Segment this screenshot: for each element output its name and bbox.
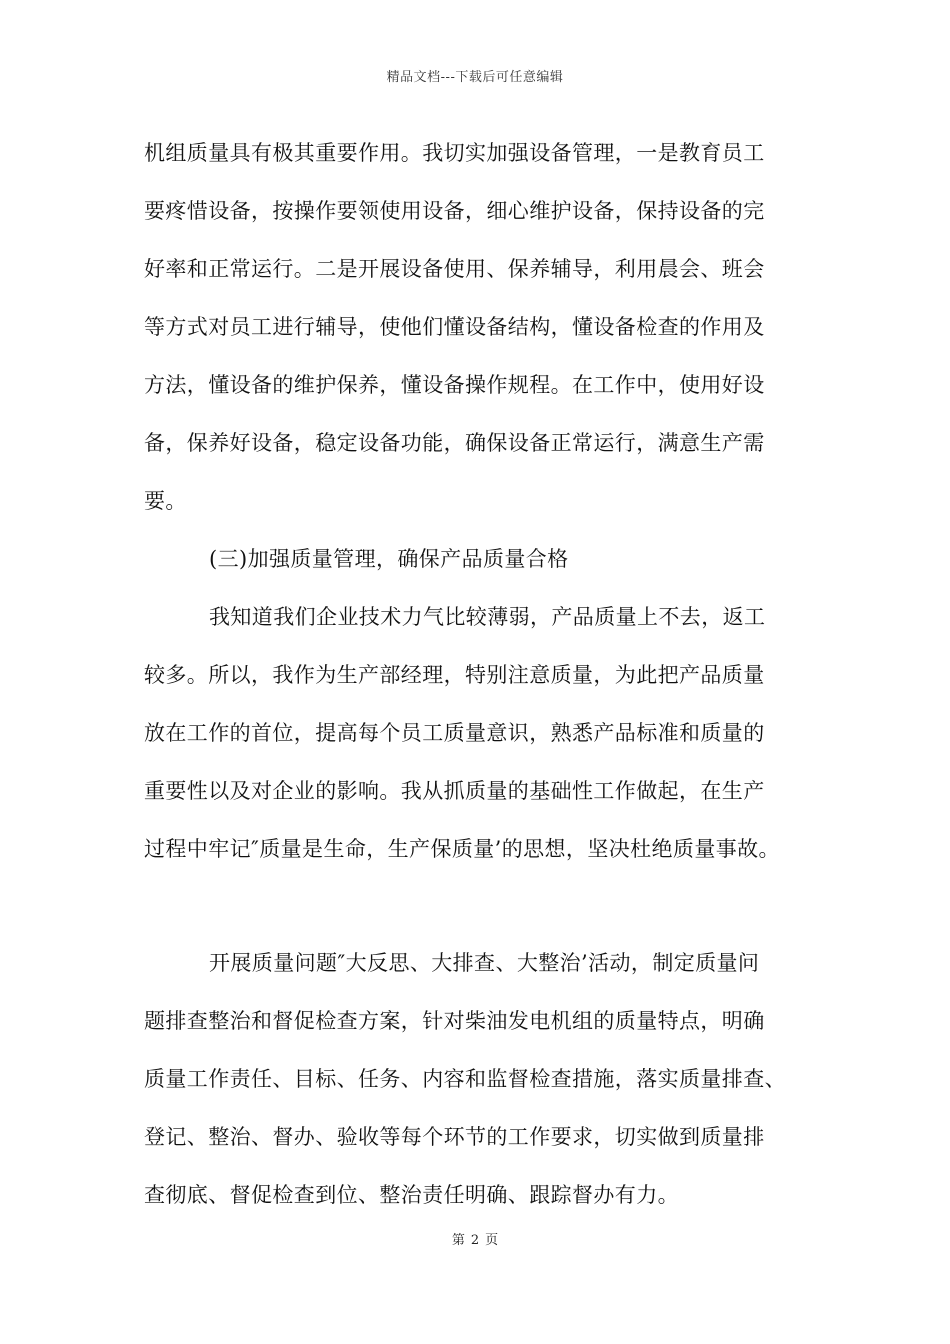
text-line: 我知道我们企业技术力气比较薄弱，产品质量上不去，返工	[209, 605, 766, 629]
text-line: 质量工作责任、目标、任务、内容和监督检查措施，落实质量排查、	[144, 1067, 786, 1091]
text-line: 重要性以及对企业的影响。我从抓质量的基础性工作做起，在生产	[144, 779, 765, 803]
text-line: 题排查整治和督促检查方案，针对柴油发电机组的质量特点，明确	[144, 1009, 765, 1033]
text-line: 过程中牢记″质量是生命，生产保质量’的思想，坚决杜绝质量事故。	[144, 837, 780, 861]
section-heading	[144, 537, 814, 595]
page-label-suffix: 页	[485, 1233, 499, 1248]
page-header: 精品文档---下载后可任意编辑	[386, 70, 564, 85]
text-line: 登记、整治、督办、验收等每个环节的工作要求，切实做到质量排	[144, 1125, 765, 1149]
page-label-prefix: 第	[451, 1233, 465, 1248]
text-line: 放在工作的首位，提高每个员工质量意识，熟悉产品标准和质量的	[144, 721, 765, 745]
paragraph-quality-campaign	[144, 941, 814, 1231]
text-line: 开展质量问题″大反思、大排查、大整治’活动，制定质量问	[209, 951, 760, 975]
page-number: 2	[470, 1233, 480, 1248]
paragraph-equipment-management	[144, 131, 814, 537]
text-line: 要疼惜设备，按操作要领使用设备，细心维护设备，保持设备的完	[144, 199, 765, 223]
document-body	[144, 131, 814, 1231]
text-line: 要。	[144, 489, 187, 513]
text-line: 等方式对员工进行辅导，使他们懂设备结构，懂设备检查的作用及	[144, 315, 765, 339]
paragraph-spacer	[144, 885, 814, 941]
section-heading-text: (三)加强质量管理，确保产品质量合格	[209, 547, 569, 571]
paragraph-quality-focus	[144, 595, 814, 885]
text-line: 查彻底、督促检查到位、整治责任明确、跟踪督办有力。	[144, 1183, 679, 1207]
text-line: 较多。所以，我作为生产部经理，特别注意质量，为此把产品质量	[144, 663, 765, 687]
text-line: 机组质量具有极其重要作用。我切实加强设备管理，一是教育员工	[144, 141, 765, 165]
text-line: 备，保养好设备，稳定设备功能，确保设备正常运行，满意生产需	[144, 431, 765, 455]
page-footer	[0, 1229, 950, 1248]
text-line: 方法，懂设备的维护保养，懂设备操作规程。在工作中，使用好设	[144, 373, 765, 397]
text-line: 好率和正常运行。二是开展设备使用、保养辅导，利用晨会、班会	[144, 257, 765, 281]
